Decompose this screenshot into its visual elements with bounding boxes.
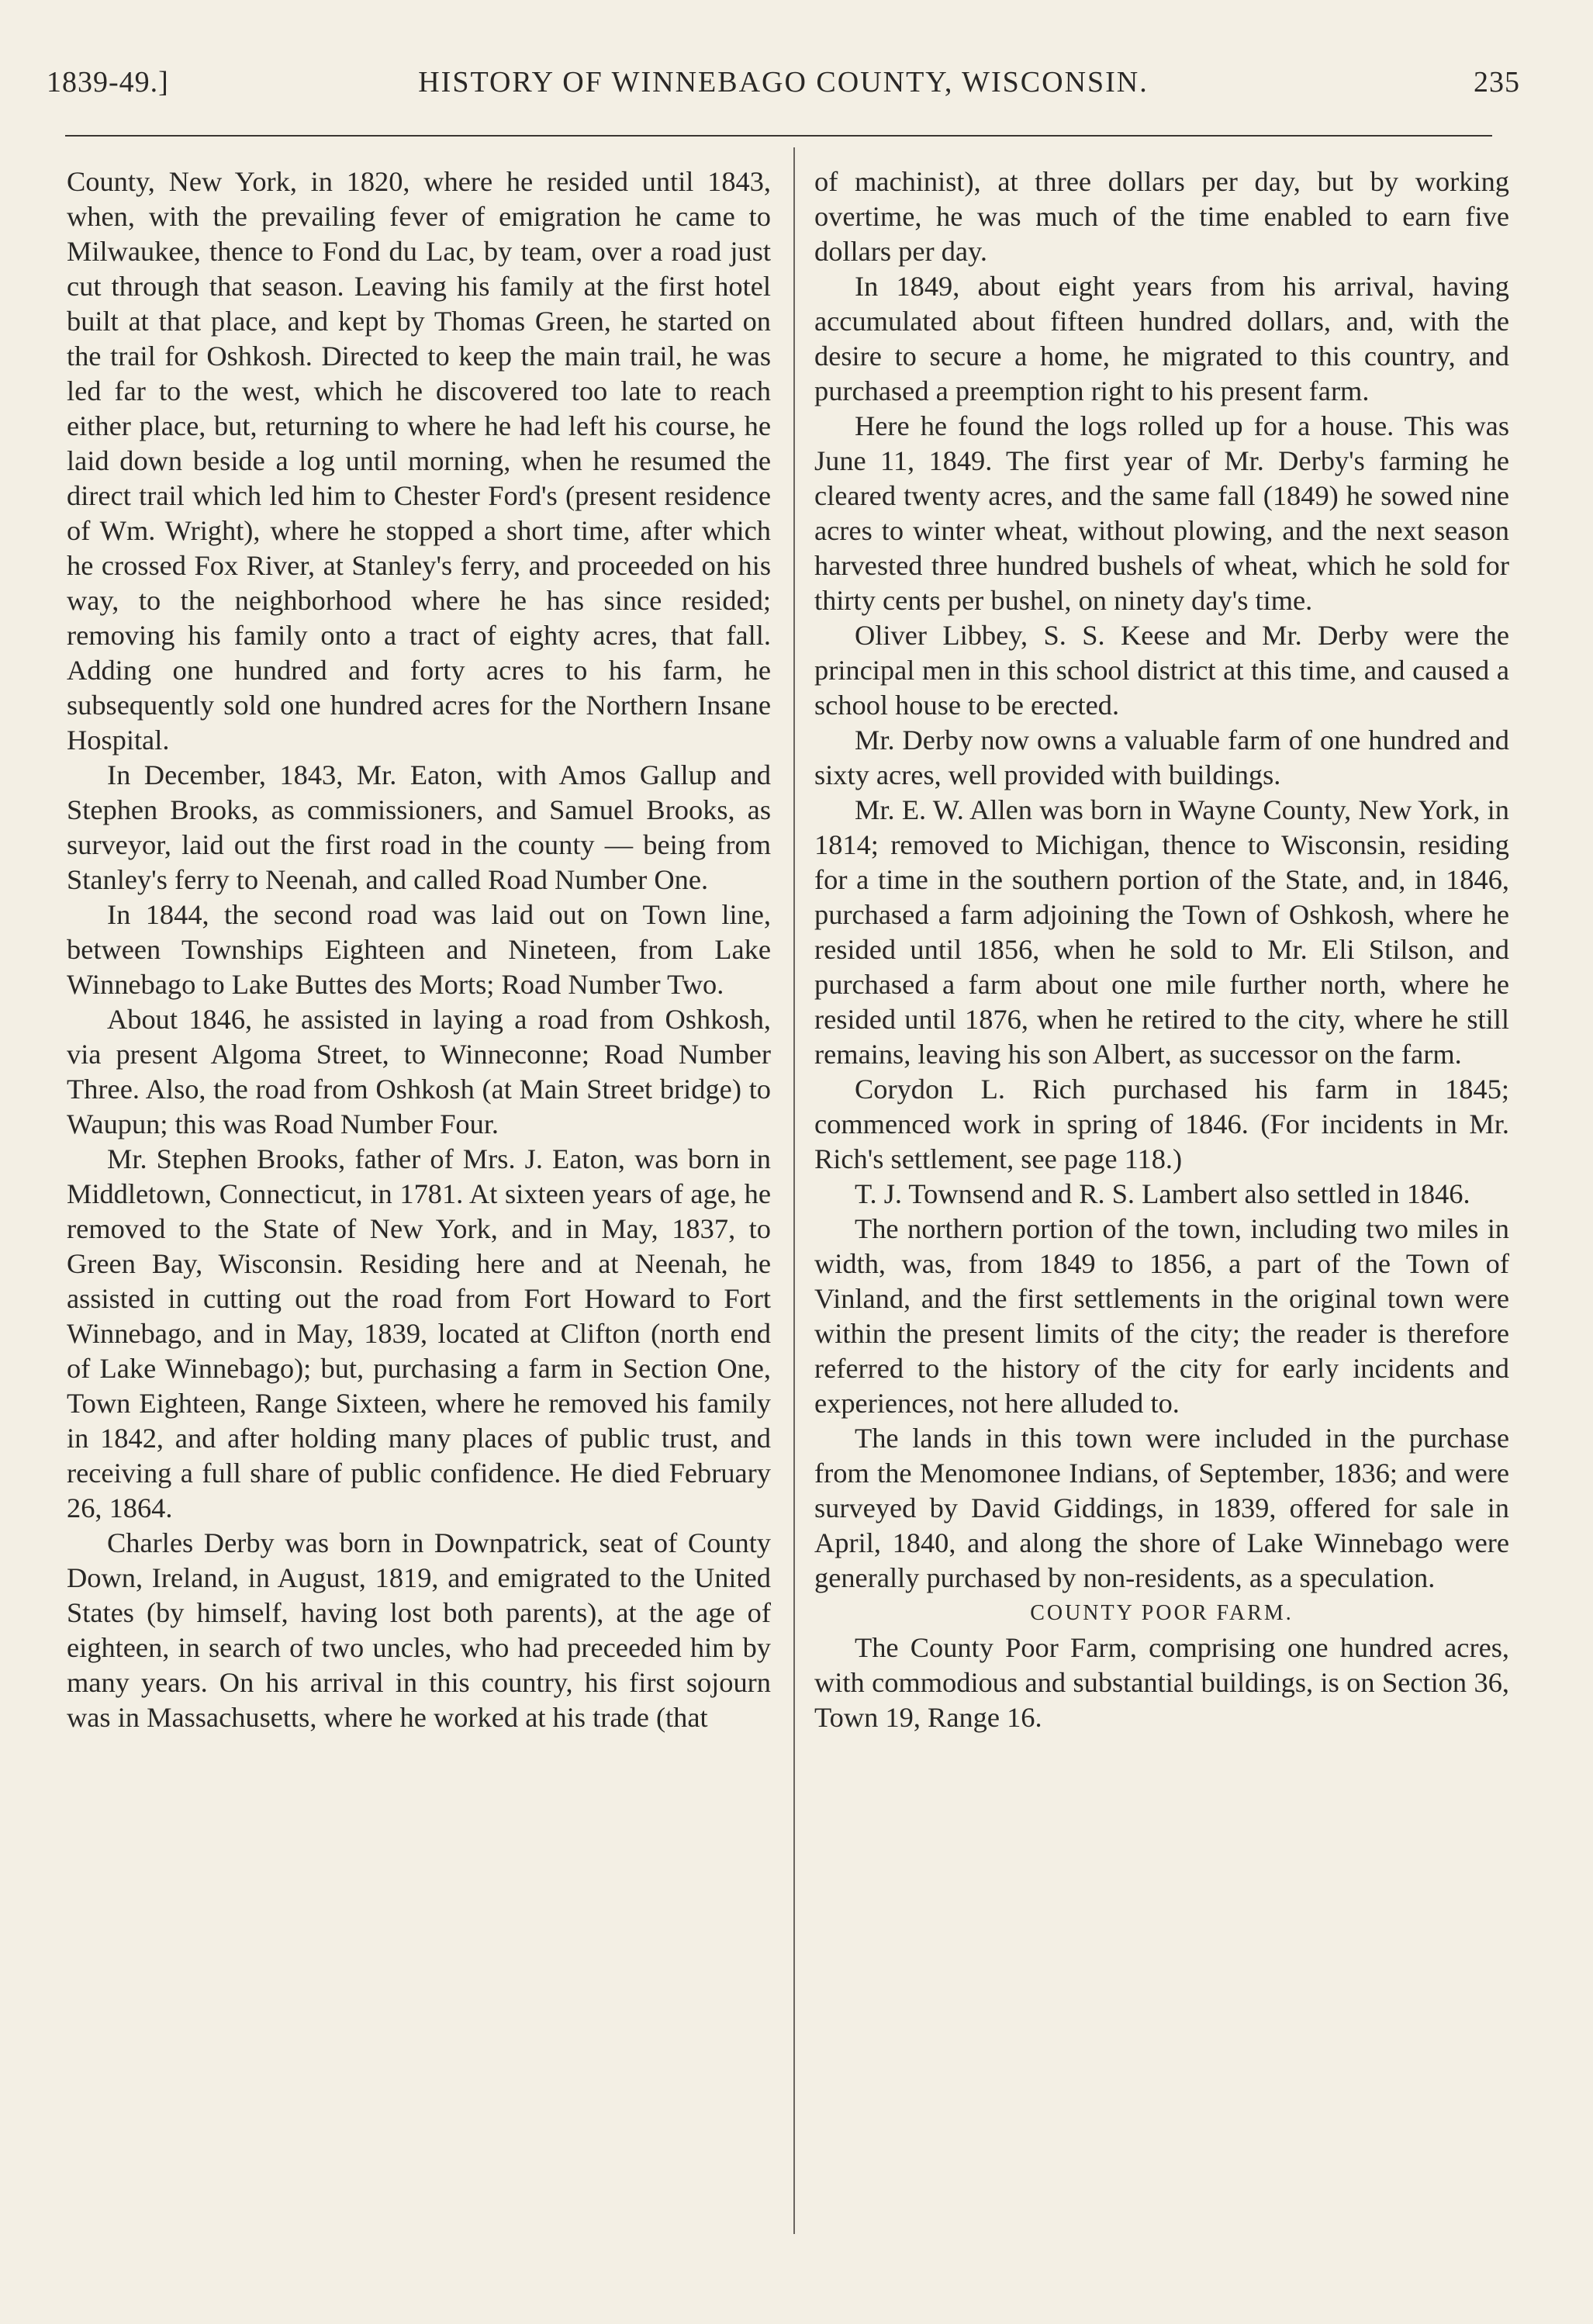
paragraph: The lands in this town were included in the purchase from the Menomonee Indians, of September, 1836; and were surveyed by David Giddings, in 1839, offered for sale in April, 1840, and along the shore of Lake Winnebago were generally purchased by non-residents, as a speculation. [814, 1423, 1509, 1593]
header-date-range: 1839-49.] [47, 66, 169, 99]
section-heading: COUNTY POOR FARM. [1030, 1601, 1294, 1625]
left-column [67, 164, 771, 1735]
paragraph: Mr. Derby now owns a valuable farm of one hundred and sixty acres, well provided with buildings. [814, 725, 1509, 790]
paragraph: The northern portion of the town, including two miles in width, was, from 1849 to 1856, a part of the Town of Vinland, and the first settlements in the original town were within the present limits of the city; the reader is therefore referred to the history of the city for early incidents and experiences, not here alluded to. [814, 1213, 1509, 1419]
paragraph: County, New York, in 1820, where he resided until 1843, when, with the prevailing fever of emigration he came to Milwaukee, thence to Fond du Lac, by team, over a road just cut through that season. Leaving his family at the first hotel built at that place, and kept by Thomas Green, he started on the trail for Oshkosh. Directed to keep the main trail, he was led far to the west, which he discovered too late to reach either place, but, returning to where he had left his course, he laid down beside a log until morning, when he resumed the direct trail which led him to Chester Ford's (present residence of Wm. Wright), where he stopped a short time, after which he crossed Fox River, at Stanley's ferry, and proceeded on his way, to the neighborhood where he has since resided; removing his family onto a tract of eighty acres, that fall. Adding one hundred and forty acres to his farm, he subsequently sold one hundred acres for the Northern Insane Hospital. [67, 166, 771, 756]
paragraph: Mr. E. W. Allen was born in Wayne County, New York, in 1814; removed to Michigan, thence to Wisconsin, residing for a time in the southern portion of the State, and, in 1846, purchased a farm adjoining the Town of Oshkosh, where he resided until 1856, when he sold to Mr. Eli Stilson, and purchased a farm about one mile further north, where he resided until 1876, when he retired to the city, where he still remains, leaving his son Albert, as successor on the farm. [814, 794, 1509, 1070]
header-title: HISTORY OF WINNEBAGO COUNTY, WISCONSIN. [418, 66, 1149, 99]
paragraph: Here he found the logs rolled up for a house. This was June 11, 1849. The first year of Mr. Derby's farming he cleared twenty acres, and the same fall (1849) he sowed nine acres to winter wheat, without plowing, and the next season harvested three hundred bushels of wheat, which he sold for thirty cents per bushel, on ninety day's time. [814, 410, 1509, 616]
column-divider [793, 147, 795, 2234]
paragraph: Mr. Stephen Brooks, father of Mrs. J. Eaton, was born in Middletown, Connecticut, in 1781. At sixteen years of age, he removed to the State of New York, and in May, 1837, to Green Bay, Wisconsin. Residing here and at Neenah, he assisted in cutting out the road from Fort Howard to Fort Winnebago, and in May, 1839, located at Clifton (north end of Lake Winnebago); but, purchasing a farm in Section One, Town Eighteen, Range Sixteen, where he removed his family in 1842, and after holding many places of public trust, and receiving a full share of public confidence. He died February 26, 1864. [67, 1143, 771, 1523]
page-number: 235 [1474, 66, 1520, 99]
paragraph: of machinist), at three dollars per day, but by working overtime, he was much of the time enabled to earn five dollars per day. [814, 166, 1509, 267]
paragraph: In 1844, the second road was laid out on Town line, between Townships Eighteen and Nineteen, from Lake Winnebago to Lake Buttes des Morts; Road Number Two. [67, 899, 771, 1000]
paragraph: In 1849, about eight years from his arrival, having accumulated about fifteen hundred dollars, and, with the desire to secure a home, he migrated to this country, and purchased a preemption right to his present farm. [814, 271, 1509, 406]
header-rule [65, 135, 1492, 137]
paragraph: Corydon L. Rich purchased his farm in 1845; commenced work in spring of 1846. (For incidents in Mr. Rich's settlement, see page 118.) [814, 1074, 1509, 1174]
paragraph: In December, 1843, Mr. Eaton, with Amos Gallup and Stephen Brooks, as commissioners, and Samuel Brooks, as surveyor, laid out the first road in the county — being from Stanley's ferry to Neenah, and called Road Number One. [67, 759, 771, 895]
paragraph: Oliver Libbey, S. S. Keese and Mr. Derby were the principal men in this school district at this time, and caused a school house to be erected. [814, 620, 1509, 721]
paragraph: About 1846, he assisted in laying a road from Oshkosh, via present Algoma Street, to Winneconne; Road Number Three. Also, the road from Oshkosh (at Main Street bridge) to Waupun; this was Road Number Four. [67, 1004, 771, 1140]
running-header [47, 65, 1520, 112]
paragraph: T. J. Townsend and R. S. Lambert also settled in 1846. [855, 1178, 1470, 1209]
right-column [814, 164, 1509, 1735]
paragraph: The County Poor Farm, comprising one hundred acres, with commodious and substantial buildings, is on Section 36, Town 19, Range 16. [814, 1632, 1509, 1733]
paragraph: Charles Derby was born in Downpatrick, seat of County Down, Ireland, in August, 1819, and emigrated to the United States (by himself, having lost both parents), at the age of eighteen, in search of two uncles, who had preceeded him by many years. On his arrival in this country, his first sojourn was in Massachusetts, where he worked at his trade (that [67, 1527, 771, 1733]
